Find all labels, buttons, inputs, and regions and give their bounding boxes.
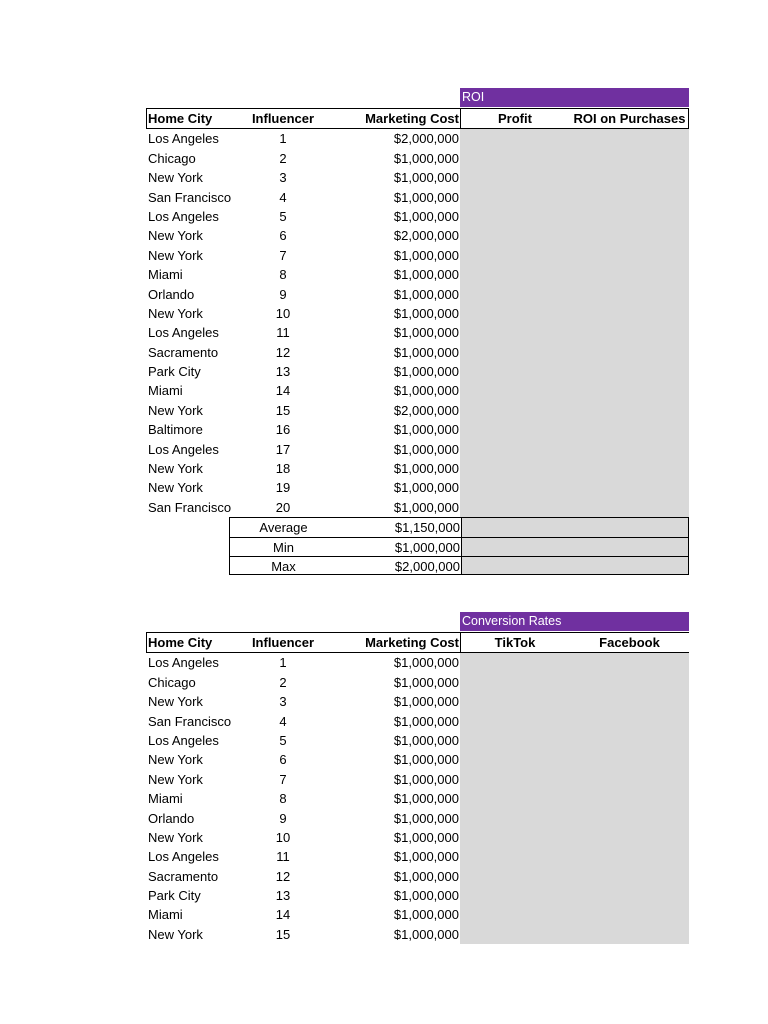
table-row (146, 207, 689, 226)
influencer-cell[interactable]: 11 (276, 849, 290, 865)
header-influencer[interactable]: Influencer (251, 111, 315, 126)
table-row (146, 381, 689, 400)
city-cell[interactable]: Orlando (148, 810, 195, 826)
header-home-city[interactable]: Home City (148, 635, 213, 650)
influencer-cell[interactable]: 9 (279, 810, 287, 826)
marketing-cost-cell[interactable]: $1,000,000 (393, 771, 459, 787)
input-cell-range[interactable] (460, 226, 689, 245)
influencer-cell[interactable]: 13 (275, 888, 291, 904)
influencer-cell[interactable]: 3 (279, 170, 287, 186)
city-cell[interactable]: Los Angeles (148, 655, 219, 671)
table-row (146, 750, 689, 769)
marketing-cost-cell[interactable]: $1,000,000 (393, 868, 459, 884)
influencer-cell[interactable]: 12 (275, 868, 291, 884)
city-cell[interactable]: New York (148, 170, 203, 186)
input-cell-range[interactable] (460, 809, 689, 828)
city-cell[interactable]: New York (148, 402, 203, 418)
table-row (146, 731, 689, 750)
input-cell-range[interactable] (460, 323, 689, 342)
marketing-cost-cell[interactable]: $1,000,000 (393, 383, 459, 399)
table-row (146, 673, 689, 692)
influencer-cell[interactable]: 7 (279, 247, 287, 263)
table-row (146, 828, 689, 847)
marketing-cost-cell[interactable]: $1,000,000 (393, 461, 459, 477)
influencer-cell[interactable]: 8 (279, 267, 287, 283)
input-cell-range[interactable] (460, 149, 689, 168)
table-row (146, 712, 689, 731)
input-cell-range[interactable] (460, 770, 689, 789)
marketing-cost-cell[interactable]: $1,000,000 (393, 694, 459, 710)
marketing-cost-cell[interactable]: $1,000,000 (393, 286, 459, 302)
city-cell[interactable]: Baltimore (148, 422, 203, 438)
marketing-cost-cell[interactable]: $1,000,000 (393, 791, 459, 807)
header-facebook[interactable]: Facebook (599, 635, 660, 650)
input-cell-range[interactable] (460, 304, 689, 323)
table-row (146, 847, 689, 866)
influencer-cell[interactable]: 8 (279, 791, 287, 807)
marketing-cost-cell[interactable]: $2,000,000 (393, 402, 459, 418)
marketing-cost-cell[interactable]: $1,000,000 (393, 732, 459, 748)
table-row (146, 905, 689, 924)
city-cell[interactable]: New York (148, 228, 203, 244)
influencer-cell[interactable]: 7 (279, 771, 287, 787)
input-cell-range[interactable] (460, 265, 689, 284)
stats-row (229, 556, 689, 575)
city-cell[interactable]: Los Angeles (148, 441, 219, 457)
marketing-cost-cell[interactable]: $1,000,000 (393, 267, 459, 283)
table-row (146, 343, 689, 362)
stat-label[interactable]: Min (273, 539, 294, 555)
input-cell-range[interactable] (460, 362, 689, 381)
marketing-cost-cell[interactable]: $1,000,000 (393, 810, 459, 826)
marketing-cost-cell[interactable]: $1,000,000 (393, 829, 459, 845)
influencer-cell[interactable]: 4 (279, 713, 287, 729)
marketing-cost-cell[interactable]: $1,000,000 (393, 344, 459, 360)
conversion-header-row (146, 632, 689, 653)
influencer-cell[interactable]: 18 (275, 461, 291, 477)
city-cell[interactable]: Miami (148, 907, 183, 923)
input-cell-range[interactable] (460, 381, 689, 400)
roi-band (146, 88, 689, 108)
marketing-cost-cell[interactable]: $1,000,000 (393, 150, 459, 166)
influencer-cell[interactable]: 5 (279, 732, 287, 748)
city-cell[interactable]: New York (148, 480, 203, 496)
influencer-cell[interactable]: 15 (275, 926, 291, 942)
table-row (146, 925, 689, 944)
table-row (146, 362, 689, 381)
city-cell[interactable]: New York (148, 926, 203, 942)
conversion-band (146, 612, 689, 632)
stat-value[interactable]: $1,150,000 (394, 520, 460, 536)
input-cell-range[interactable] (460, 168, 689, 187)
input-cell-range[interactable] (460, 440, 689, 459)
input-cell-range[interactable] (460, 847, 689, 866)
marketing-cost-cell[interactable]: $1,000,000 (393, 325, 459, 341)
input-cell-range[interactable] (460, 867, 689, 886)
city-cell[interactable]: New York (148, 247, 203, 263)
input-cell-range[interactable] (460, 886, 689, 905)
city-cell[interactable]: New York (148, 305, 203, 321)
marketing-cost-cell[interactable]: $1,000,000 (393, 170, 459, 186)
input-cell-range[interactable] (460, 653, 689, 672)
marketing-cost-cell[interactable]: $1,000,000 (393, 849, 459, 865)
input-cell-range[interactable] (460, 459, 689, 478)
input-cell-range[interactable] (460, 498, 689, 517)
stat-label[interactable]: Average (259, 520, 308, 536)
city-cell[interactable]: Los Angeles (148, 732, 219, 748)
influencer-cell[interactable]: 2 (279, 150, 287, 166)
table-row (146, 168, 689, 187)
table-row (146, 246, 689, 265)
city-cell[interactable]: New York (148, 694, 203, 710)
influencer-cell[interactable]: 16 (275, 422, 291, 438)
influencer-cell[interactable]: 14 (275, 383, 291, 399)
influencer-cell[interactable]: 17 (275, 441, 291, 457)
influencer-cell[interactable]: 6 (279, 228, 287, 244)
roi-header-row (146, 108, 689, 129)
table-row (146, 265, 689, 284)
influencer-cell[interactable]: 13 (275, 364, 291, 380)
city-cell[interactable]: Orlando (148, 286, 195, 302)
table-row (146, 653, 689, 672)
influencer-cell[interactable]: 12 (275, 344, 291, 360)
city-cell[interactable]: Los Angeles (148, 131, 219, 147)
influencer-cell[interactable]: 1 (279, 131, 287, 147)
table-row (146, 440, 689, 459)
table-row (146, 226, 689, 245)
stats-row (229, 537, 689, 556)
table-row (146, 692, 689, 711)
input-cell-range[interactable] (460, 129, 689, 148)
city-cell[interactable]: Chicago (148, 150, 196, 166)
city-cell[interactable]: Park City (148, 888, 201, 904)
table-row (146, 149, 689, 168)
conversion-band-label[interactable]: Conversion Rates (460, 612, 689, 631)
table-row (146, 478, 689, 497)
input-cell-range[interactable] (460, 692, 689, 711)
input-cell-range[interactable] (460, 343, 689, 362)
city-cell[interactable]: San Francisco (148, 499, 232, 515)
stat-value[interactable]: $2,000,000 (394, 558, 460, 574)
marketing-cost-cell[interactable]: $1,000,000 (393, 907, 459, 923)
input-cell-range[interactable] (460, 789, 689, 808)
input-cell-range[interactable] (460, 731, 689, 750)
city-cell[interactable]: Miami (148, 383, 183, 399)
table-row (146, 401, 689, 420)
city-cell[interactable]: New York (148, 829, 203, 845)
input-cell-range[interactable] (460, 285, 689, 304)
table-row (146, 188, 689, 207)
table-row (146, 304, 689, 323)
marketing-cost-cell[interactable]: $1,000,000 (393, 674, 459, 690)
stat-value[interactable]: $1,000,000 (394, 539, 460, 555)
table-row (146, 323, 689, 342)
table-row (146, 459, 689, 478)
city-cell[interactable]: Los Angeles (148, 208, 219, 224)
input-cell-range[interactable] (460, 925, 689, 944)
header-marketing-cost[interactable]: Marketing Cost (365, 111, 459, 126)
input-cell-range[interactable] (460, 246, 689, 265)
conversion-table-body (146, 653, 689, 944)
marketing-cost-cell[interactable]: $1,000,000 (393, 480, 459, 496)
marketing-cost-cell[interactable]: $2,000,000 (393, 131, 459, 147)
roi-table (146, 88, 689, 575)
marketing-cost-cell[interactable]: $1,000,000 (393, 189, 459, 205)
marketing-cost-cell[interactable]: $1,000,000 (393, 752, 459, 768)
marketing-cost-cell[interactable]: $1,000,000 (393, 713, 459, 729)
input-cell-range[interactable] (460, 401, 689, 420)
table-row (146, 498, 689, 517)
marketing-cost-cell[interactable]: $1,000,000 (393, 655, 459, 671)
roi-table-body (146, 129, 689, 517)
city-cell[interactable]: Sacramento (148, 344, 219, 360)
input-cell-range[interactable] (460, 712, 689, 731)
stats-row (229, 517, 689, 536)
header-profit[interactable]: Profit (498, 111, 532, 126)
header-roi-on-purchases[interactable]: ROI on Purchases (573, 111, 686, 126)
stat-label[interactable]: Max (271, 558, 296, 574)
input-cell-range[interactable] (460, 750, 689, 769)
influencer-cell[interactable]: 20 (275, 499, 291, 515)
marketing-cost-cell[interactable]: $1,000,000 (393, 305, 459, 321)
marketing-cost-cell[interactable]: $1,000,000 (393, 247, 459, 263)
table-row (146, 886, 689, 905)
input-cell-range[interactable] (460, 478, 689, 497)
city-cell[interactable]: Miami (148, 791, 183, 807)
marketing-cost-cell[interactable]: $1,000,000 (393, 888, 459, 904)
table-row (146, 809, 689, 828)
city-cell[interactable]: Chicago (148, 674, 196, 690)
city-cell[interactable]: San Francisco (148, 189, 232, 205)
input-cell-range[interactable] (460, 828, 689, 847)
influencer-cell[interactable]: 1 (279, 655, 287, 671)
input-cell-range[interactable] (460, 673, 689, 692)
marketing-cost-cell[interactable]: $1,000,000 (393, 422, 459, 438)
table-row (146, 867, 689, 886)
city-cell[interactable]: Miami (148, 267, 183, 283)
header-influencer[interactable]: Influencer (251, 635, 315, 650)
header-tiktok[interactable]: TikTok (494, 635, 536, 650)
city-cell[interactable]: Sacramento (148, 868, 219, 884)
table-row (146, 789, 689, 808)
influencer-cell[interactable]: 11 (276, 325, 290, 341)
input-cell-range[interactable] (460, 420, 689, 439)
influencer-cell[interactable]: 10 (275, 305, 291, 321)
table-row (146, 285, 689, 304)
conversion-table (146, 612, 689, 944)
city-cell[interactable]: New York (148, 461, 203, 477)
input-cell-range[interactable] (460, 188, 689, 207)
table-row (146, 770, 689, 789)
header-marketing-cost[interactable]: Marketing Cost (365, 635, 459, 650)
influencer-cell[interactable]: 19 (275, 480, 291, 496)
input-cell-range[interactable] (460, 905, 689, 924)
influencer-cell[interactable]: 15 (275, 402, 291, 418)
stat-input-cell[interactable] (461, 557, 688, 574)
city-cell[interactable]: Los Angeles (148, 325, 219, 341)
influencer-cell[interactable]: 9 (279, 286, 287, 302)
roi-stats (146, 517, 689, 575)
marketing-cost-cell[interactable]: $1,000,000 (393, 441, 459, 457)
city-cell[interactable]: San Francisco (148, 713, 232, 729)
input-cell-range[interactable] (460, 207, 689, 226)
influencer-cell[interactable]: 10 (275, 829, 291, 845)
influencer-cell[interactable]: 4 (279, 189, 287, 205)
stat-input-cell[interactable] (461, 518, 688, 536)
city-cell[interactable]: New York (148, 752, 203, 768)
marketing-cost-cell[interactable]: $2,000,000 (393, 228, 459, 244)
influencer-cell[interactable]: 3 (279, 694, 287, 710)
marketing-cost-cell[interactable]: $1,000,000 (393, 364, 459, 380)
influencer-cell[interactable]: 2 (279, 674, 287, 690)
marketing-cost-cell[interactable]: $1,000,000 (393, 926, 459, 942)
header-home-city[interactable]: Home City (148, 111, 213, 126)
roi-band-label[interactable]: ROI (460, 88, 689, 107)
influencer-cell[interactable]: 6 (279, 752, 287, 768)
city-cell[interactable]: Los Angeles (148, 849, 219, 865)
influencer-cell[interactable]: 5 (279, 208, 287, 224)
marketing-cost-cell[interactable]: $1,000,000 (393, 208, 459, 224)
marketing-cost-cell[interactable]: $1,000,000 (393, 499, 459, 515)
city-cell[interactable]: Park City (148, 364, 201, 380)
city-cell[interactable]: New York (148, 771, 203, 787)
stat-input-cell[interactable] (461, 538, 688, 556)
influencer-cell[interactable]: 14 (275, 907, 291, 923)
table-row (146, 420, 689, 439)
table-row (146, 129, 689, 148)
